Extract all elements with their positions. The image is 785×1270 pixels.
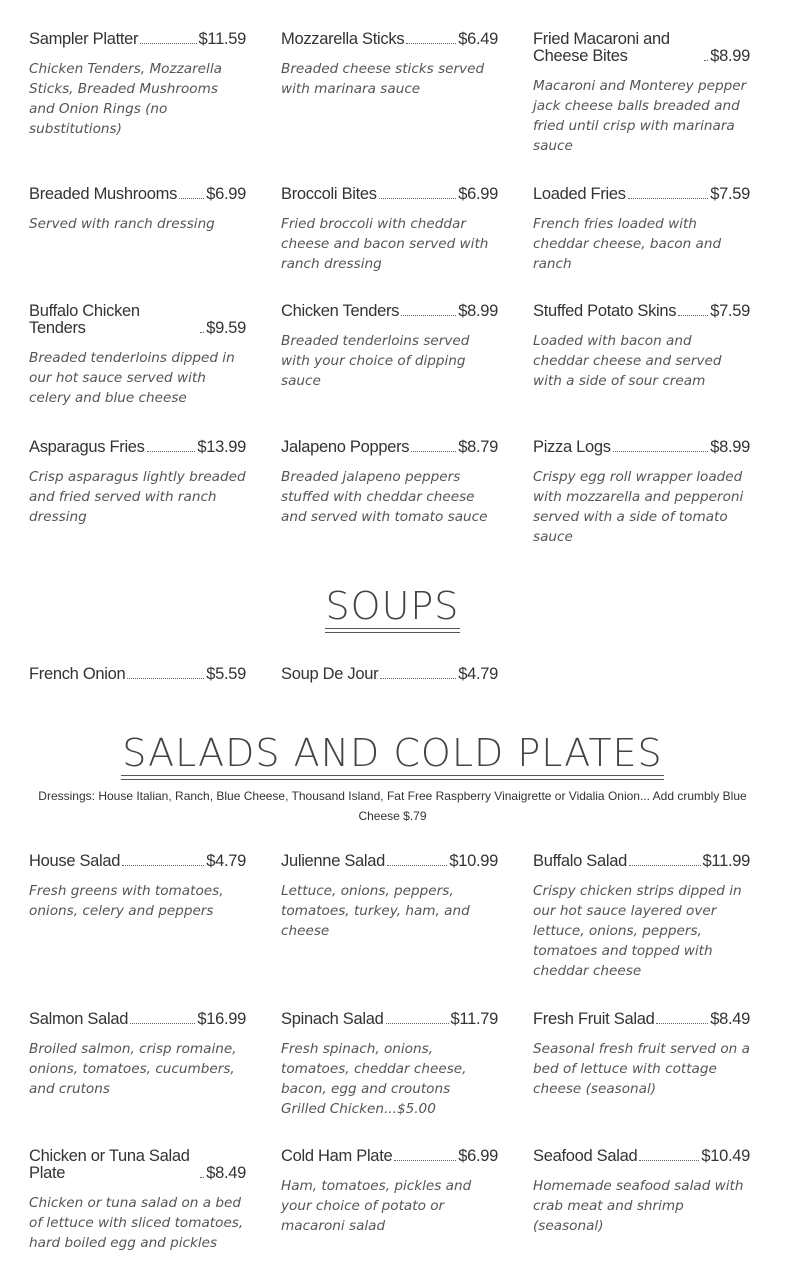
dot-leader xyxy=(406,43,456,44)
dot-leader xyxy=(628,198,708,199)
salads-row-2 xyxy=(29,1011,749,1119)
item-price: $5.59 xyxy=(206,665,246,683)
soups-title: SOUPS xyxy=(325,584,460,628)
appetizers-row-4 xyxy=(29,439,749,547)
dot-leader xyxy=(179,198,204,199)
item-price: $7.59 xyxy=(710,185,750,203)
item-description: Crispy chicken strips dipped in our hot sauce layered over lettuce, onions, peppers, tomatoes and topped with cheddar cheese xyxy=(533,883,742,979)
item-name: Fresh Fruit Salad xyxy=(533,1010,655,1028)
item-price: $6.49 xyxy=(458,30,498,48)
menu-item xyxy=(281,186,498,274)
dot-leader xyxy=(127,678,204,679)
dot-leader xyxy=(656,1023,708,1024)
item-description: Macaroni and Monterey pepper jack cheese balls breaded and fried until crisp with marinara sauce xyxy=(533,78,747,154)
menu-item xyxy=(533,1011,750,1119)
item-name: Chicken Tenders xyxy=(281,302,400,320)
item-name: Mozzarella Sticks xyxy=(281,30,405,48)
dot-leader xyxy=(200,1177,204,1178)
item-description: Breaded jalapeno peppers stuffed with cheddar cheese and served with tomato sauce xyxy=(281,469,488,525)
item-price: $6.99 xyxy=(206,185,246,203)
item-price: $8.99 xyxy=(458,302,498,320)
item-price: $8.79 xyxy=(458,438,498,456)
menu-item xyxy=(29,1148,246,1253)
dot-leader xyxy=(200,332,204,333)
menu-item xyxy=(281,439,498,547)
item-price: $8.49 xyxy=(206,1164,246,1182)
menu-item xyxy=(533,439,750,547)
item-name: House Salad xyxy=(29,852,121,870)
menu-item xyxy=(533,853,750,981)
item-name: French Onion xyxy=(29,665,126,683)
menu-item xyxy=(29,666,246,683)
dot-leader xyxy=(629,865,701,866)
item-name: Stuffed Potato Skins xyxy=(533,302,677,320)
menu-item xyxy=(29,31,246,156)
dot-leader xyxy=(704,60,708,61)
dot-leader xyxy=(613,451,708,452)
dot-leader xyxy=(379,198,456,199)
item-price: $16.99 xyxy=(197,1010,246,1028)
soups-heading xyxy=(0,586,785,629)
menu-item xyxy=(29,186,246,274)
item-name: Sampler Platter xyxy=(29,30,139,48)
item-name: Salmon Salad xyxy=(29,1010,129,1028)
item-name: Jalapeno Poppers xyxy=(281,438,410,456)
soups-row xyxy=(29,666,749,683)
item-description: Ham, tomatoes, pickles and your choice of potato or macaroni salad xyxy=(281,1178,472,1234)
item-description: Breaded cheese sticks served with marinara sauce xyxy=(281,61,485,97)
item-description: Seasonal fresh fruit served on a bed of lettuce with cottage cheese (seasonal) xyxy=(533,1041,750,1097)
item-description: Loaded with bacon and cheddar cheese and served with a side of sour cream xyxy=(533,333,722,389)
item-name: Pizza Logs xyxy=(533,438,611,456)
salads-heading xyxy=(0,733,785,776)
dot-leader xyxy=(411,451,456,452)
menu-item xyxy=(29,303,246,408)
item-name: Fried Macaroni and Cheese Bites xyxy=(533,30,670,65)
menu-item xyxy=(533,303,750,408)
menu-item xyxy=(29,1011,246,1119)
item-price: $4.79 xyxy=(458,665,498,683)
menu-item xyxy=(29,439,246,547)
item-name: Soup De Jour xyxy=(281,665,379,683)
item-description: Homemade seafood salad with crab meat and shrimp (seasonal) xyxy=(533,1178,744,1234)
item-price: $6.99 xyxy=(458,185,498,203)
menu-item xyxy=(533,1148,750,1253)
item-price: $9.59 xyxy=(206,319,246,337)
item-price: $10.99 xyxy=(449,852,498,870)
item-price: $8.99 xyxy=(710,47,750,65)
menu-item xyxy=(281,1011,498,1119)
dressings-note: Dressings: House Italian, Ranch, Blue Cheese, Thousand Island, Fat Free Raspberry Vinaigrette or Vidalia Onion... Add crumbly Blue Cheese $.79 xyxy=(38,789,747,823)
item-name: Broccoli Bites xyxy=(281,185,377,203)
appetizers-row-1 xyxy=(29,31,749,156)
dot-leader xyxy=(394,1160,456,1161)
item-description: Fresh greens with tomatoes, onions, celery and peppers xyxy=(29,883,224,919)
dot-leader xyxy=(130,1023,195,1024)
salads-row-3 xyxy=(29,1148,749,1253)
item-description: Breaded tenderloins served with your choice of dipping sauce xyxy=(281,333,470,389)
item-name: Julienne Salad xyxy=(281,852,386,870)
item-price: $11.59 xyxy=(198,30,246,48)
salads-row-1 xyxy=(29,853,749,981)
item-description: French fries loaded with cheddar cheese, bacon and ranch xyxy=(533,216,722,272)
appetizers-row-3 xyxy=(29,303,749,408)
item-name: Loaded Fries xyxy=(533,185,626,203)
menu-item xyxy=(281,853,498,981)
item-description: Broiled salmon, crisp romaine, onions, tomatoes, cucumbers, and crutons xyxy=(29,1041,237,1097)
item-description xyxy=(281,1039,498,1119)
item-description: Crisp asparagus lightly breaded and fried served with ranch dressing xyxy=(29,469,246,525)
item-price: $11.99 xyxy=(702,852,750,870)
dot-leader xyxy=(401,315,456,316)
salads-title: SALADS AND COLD PLATES xyxy=(122,731,663,775)
dot-leader xyxy=(678,315,708,316)
dot-leader xyxy=(380,678,456,679)
item-price: $4.79 xyxy=(206,852,246,870)
dot-leader xyxy=(387,865,447,866)
item-price: $11.79 xyxy=(450,1010,498,1028)
item-name: Spinach Salad xyxy=(281,1010,384,1028)
appetizers-row-2 xyxy=(29,186,749,274)
dot-leader xyxy=(147,451,196,452)
item-name: Chicken or Tuna Salad Plate xyxy=(29,1147,190,1182)
item-name: Asparagus Fries xyxy=(29,438,145,456)
item-name: Buffalo Chicken Tenders xyxy=(29,302,140,337)
menu-item xyxy=(533,31,750,156)
menu-item xyxy=(281,31,498,156)
item-description: Chicken or tuna salad on a bed of lettuce with sliced tomatoes, hard boiled egg and pickles xyxy=(29,1195,244,1251)
dot-leader xyxy=(140,43,196,44)
item-name: Cold Ham Plate xyxy=(281,1147,393,1165)
item-description: Crispy egg roll wrapper loaded with mozzarella and pepperoni served with a side of tomato sauce xyxy=(533,469,744,545)
dot-leader xyxy=(122,865,204,866)
menu-item xyxy=(281,666,498,683)
menu-item xyxy=(533,186,750,274)
menu-item xyxy=(281,303,498,408)
item-price: $10.49 xyxy=(701,1147,750,1165)
item-price: $7.59 xyxy=(710,302,750,320)
item-description: Fried broccoli with cheddar cheese and bacon served with ranch dressing xyxy=(281,216,489,272)
item-description: Lettuce, onions, peppers, tomatoes, turkey, ham, and cheese xyxy=(281,883,470,939)
item-name: Buffalo Salad xyxy=(533,852,627,870)
item-description: Breaded tenderloins dipped in our hot sauce served with celery and blue cheese xyxy=(29,350,235,406)
item-addon: Grilled Chicken...$5.00 xyxy=(281,1101,436,1117)
item-description-text: Fresh spinach, onions, tomatoes, cheddar cheese, bacon, egg and croutons xyxy=(281,1041,467,1097)
item-description: Served with ranch dressing xyxy=(29,216,215,232)
item-description: Chicken Tenders, Mozzarella Sticks, Breaded Mushrooms and Onion Rings (no substitutions) xyxy=(29,61,222,137)
item-price: $8.49 xyxy=(710,1010,750,1028)
item-price: $13.99 xyxy=(197,438,246,456)
menu-item xyxy=(29,853,246,981)
dot-leader xyxy=(386,1023,449,1024)
menu-item xyxy=(281,1148,498,1253)
item-name: Seafood Salad xyxy=(533,1147,638,1165)
item-name: Breaded Mushrooms xyxy=(29,185,178,203)
item-price: $8.99 xyxy=(710,438,750,456)
dot-leader xyxy=(639,1160,699,1161)
item-price: $6.99 xyxy=(458,1147,498,1165)
